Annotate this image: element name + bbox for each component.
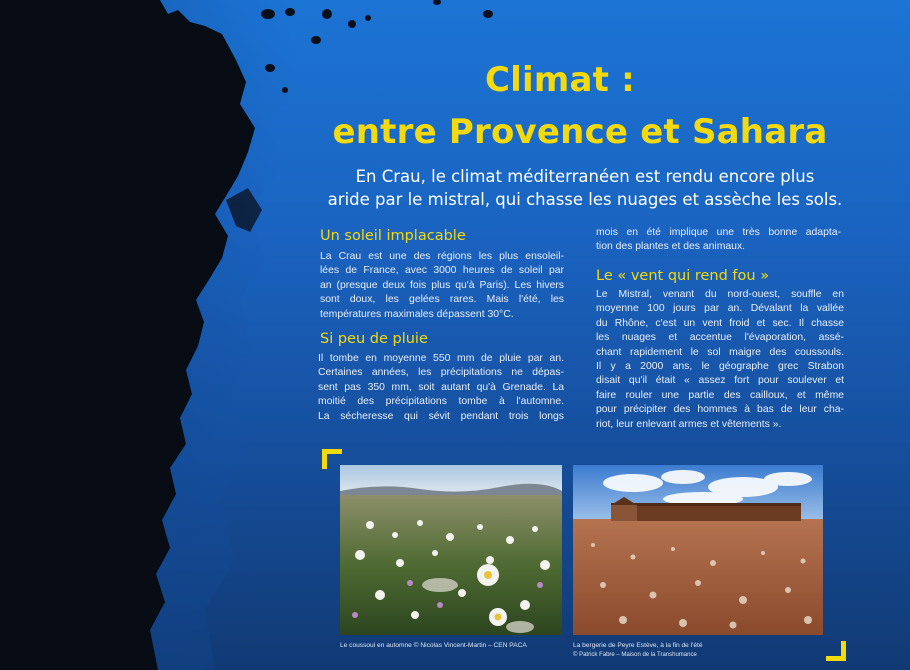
body-line: les nuages et accentue l'évaporation, assé- — [596, 332, 844, 344]
body-line: riot, leur enlevant armes et vêtements ». — [596, 418, 782, 430]
body-line: Certaines années, les précipitations ne dépas- — [318, 367, 564, 379]
section-heading-soleil: Un soleil implacable — [320, 228, 466, 244]
body-line: mois en été implique une très bonne adapta- — [596, 227, 841, 238]
section-body-soleil — [320, 250, 564, 322]
photo-caption-2-line-2: © Patrick Fabre – Maison de la Transhumance — [573, 652, 697, 658]
body-line: du Rhône, c'est un vent froid et sec. Il chasse — [596, 317, 844, 329]
body-line: faire rouler une partie des cailloux, et même — [596, 389, 844, 401]
body-line: sont doux, les gelées rares. Mais l'été, les — [320, 294, 564, 306]
body-line: La sécheresse qui sévit pendant trois longs — [318, 410, 564, 422]
page-title-line-1: Climat : — [485, 60, 635, 100]
section-heading-vent: Le « vent qui rend fou » — [596, 268, 770, 284]
section-body-pluie — [318, 352, 564, 424]
body-line: an (presque deux fois plus qu'à Paris). Les hivers — [320, 279, 564, 291]
body-line: Il tombe en moyenne 550 mm de pluie par an. — [318, 353, 564, 364]
body-line: moyenne 100 jours par an. Dévalant la vallée — [596, 303, 844, 315]
body-line: chant rapidement le sol maigre des coussouls. — [596, 346, 844, 358]
corner-bracket-bottom-right — [826, 641, 846, 661]
section-heading-pluie: Si peu de pluie — [320, 331, 428, 347]
section-body-vent — [596, 288, 844, 432]
body-line: disait qu'il était « assez fort pour soulever et — [596, 375, 844, 387]
photo-bergerie-peyre-esteve — [573, 465, 823, 635]
body-line: températures maximales dépassent 30°C. — [320, 308, 514, 320]
intro-line-2: aride par le mistral, qui chasse les nuages et assèche les sols. — [327, 190, 843, 209]
photo-caption-1: Le coussoul en automne © Nicolas Vincent-Martin – CEN PACA — [340, 642, 527, 649]
corner-bracket-top-left — [322, 449, 342, 469]
intro-line-1: En Crau, le climat méditerranéen est rendu encore plus — [355, 167, 815, 186]
photo-caption-2-line-1: La bergerie de Peyre Estève, à la fin de l'été — [573, 642, 703, 649]
body-line: tion des plantes et des animaux. — [596, 241, 746, 253]
section-body-pluie-continued — [596, 226, 841, 255]
body-line: pour précipiter des hommes à bas de leur cha- — [596, 404, 844, 416]
body-line: moitié des précipitations tombe à l'automne. — [318, 396, 564, 408]
page-title-line-2: entre Provence et Sahara — [332, 112, 828, 152]
photo-coussoul-autumn — [340, 465, 562, 635]
body-line: Il y a 2000 ans, le géographe grec Strabon — [596, 361, 844, 373]
body-line: Le Mistral, venant du nord-ouest, souffle en — [596, 289, 844, 300]
body-line: sent pas 350 mm, soit autant qu'à Grenade. La — [318, 381, 564, 393]
body-line: lées de France, avec 3000 heures de soleil par — [320, 265, 564, 277]
body-line: La Crau est une des régions les plus ensoleil- — [320, 251, 564, 262]
